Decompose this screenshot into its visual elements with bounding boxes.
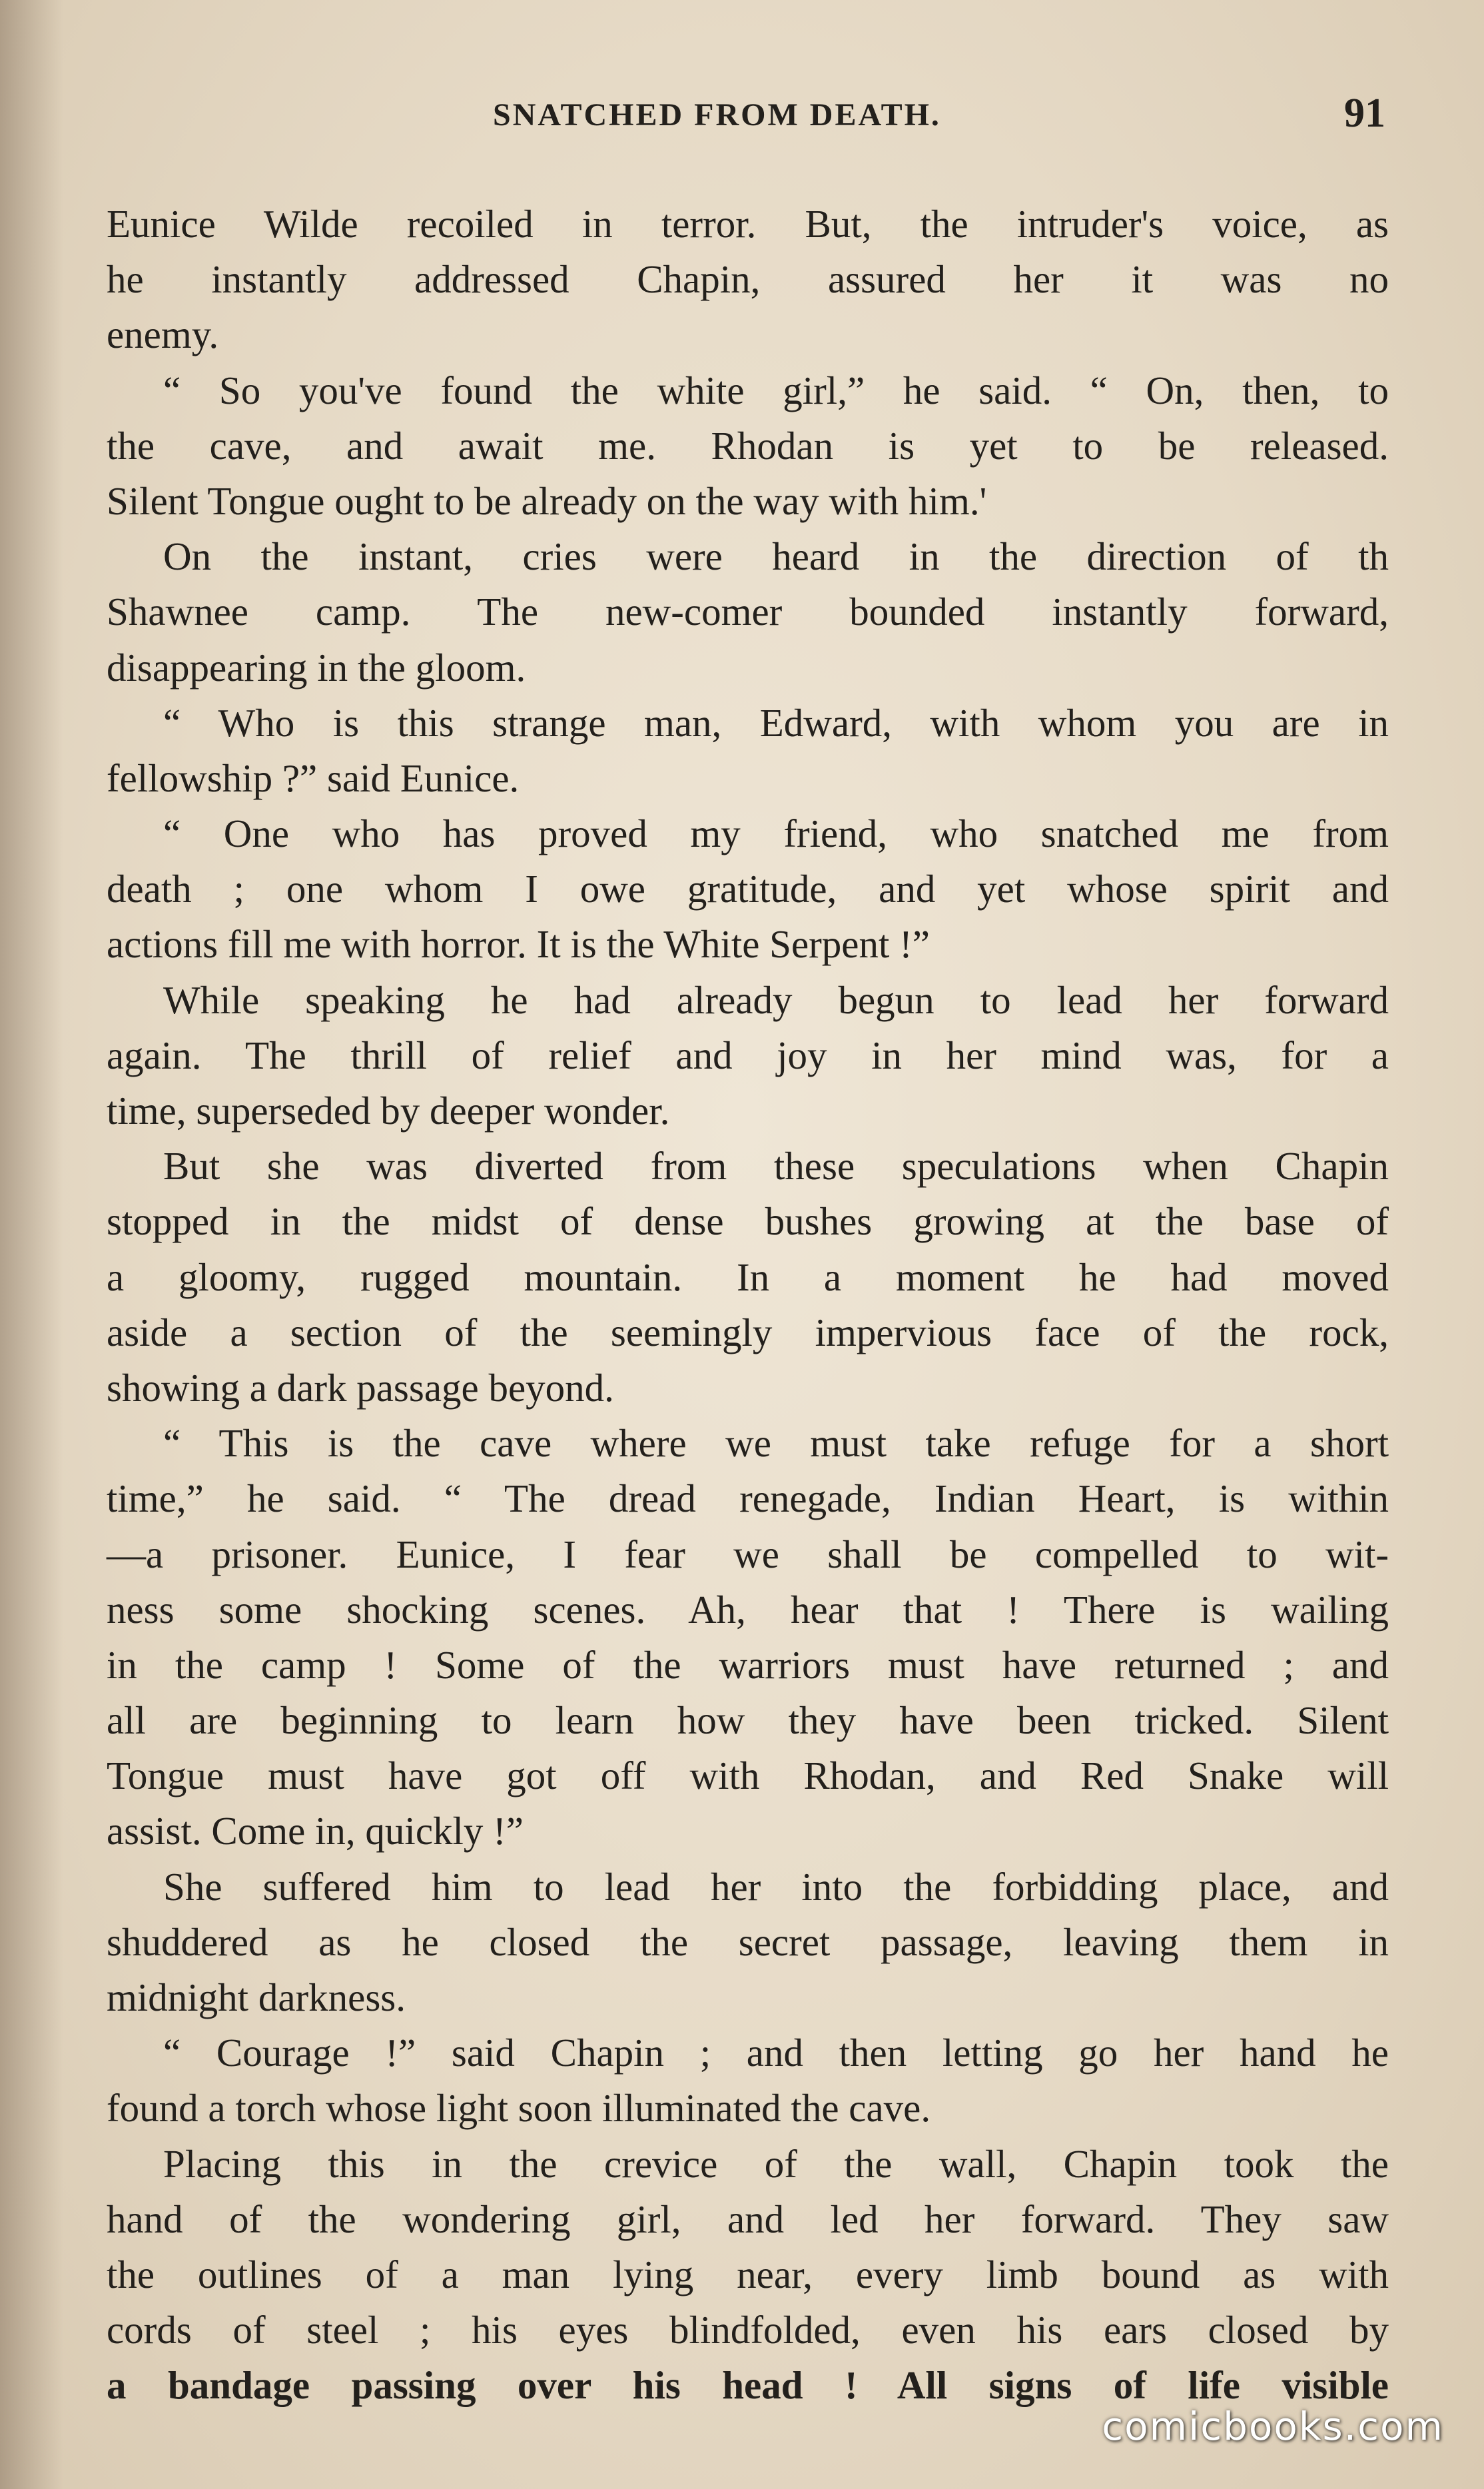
text-line: a gloomy, rugged mountain. In a moment he had moved	[107, 1254, 1389, 1299]
text-line: On the instant, cries were heard in the direction of th	[163, 534, 1389, 579]
text-line: While speaking he had already begun to lead her forward	[163, 977, 1389, 1022]
text-line: hand of the wondering girl, and led her forward. They saw	[107, 2197, 1389, 2241]
text-line: he instantly addressed Chapin, assured her it was no	[107, 257, 1389, 302]
text-line: midnight darkness.	[107, 1975, 406, 2019]
text-line: again. The thrill of relief and joy in her mind was, for a	[107, 1033, 1389, 1077]
text-line: the cave, and await me. Rhodan is yet to be released.	[107, 423, 1389, 468]
binding-shadow	[0, 0, 63, 2489]
running-header	[107, 90, 1392, 150]
text-line: Tongue must have got off with Rhodan, and Red Snake will	[107, 1753, 1389, 1798]
text-line: the outlines of a man lying near, every limb bound as with	[107, 2252, 1389, 2296]
watermark-text: comicbooks.com	[1102, 2404, 1444, 2449]
text-line: “ This is the cave where we must take refuge for a short	[163, 1421, 1389, 1466]
text-line: assist. Come in, quickly !”	[107, 1809, 524, 1853]
text-line: a bandage passing over his head ! All signs of life visible	[107, 2363, 1389, 2408]
text-line: cords of steel ; his eyes blindfolded, even his ears closed by	[107, 2308, 1389, 2352]
text-line: time,” he said. “ The dread renegade, Indian Heart, is within	[107, 1476, 1389, 1521]
text-line: Placing this in the crevice of the wall, Chapin took the	[163, 2141, 1389, 2186]
text-line: found a torch whose light soon illuminated the cave.	[107, 2086, 931, 2131]
text-line: showing a dark passage beyond.	[107, 1365, 614, 1410]
text-line: But she was diverted from these speculations when Chapin	[163, 1144, 1389, 1189]
page-number: 91	[1344, 91, 1385, 136]
text-line: Eunice Wilde recoiled in terror. But, the intruder's voice, as	[107, 202, 1389, 246]
text-line: all are beginning to learn how they have been tricked. Silent	[107, 1698, 1389, 1743]
text-line: enemy.	[107, 312, 219, 357]
text-line: aside a section of the seemingly impervious face of the rock,	[107, 1310, 1389, 1354]
text-line: death ; one whom I owe gratitude, and yet whose spirit and	[107, 867, 1389, 911]
text-line: “ So you've found the white girl,” he said. “ On, then, to	[163, 368, 1389, 412]
text-line: “ One who has proved my friend, who snatched me from	[163, 811, 1389, 856]
text-line: actions fill me with horror. It is the White Serpent !”	[107, 922, 930, 967]
text-line: She suffered him to lead her into the forbidding place, and	[163, 1864, 1389, 1909]
text-line: time, superseded by deeper wonder.	[107, 1089, 670, 1133]
text-line: ness some shocking scenes. Ah, hear that ! There is wailing	[107, 1587, 1389, 1632]
text-line: in the camp ! Some of the warriors must have returned ; and	[107, 1642, 1389, 1687]
text-line: Silent Tongue ought to be already on the way with him.'	[107, 478, 987, 523]
text-line: “ Who is this strange man, Edward, with whom you are in	[163, 700, 1389, 745]
running-title: SNATCHED FROM DEATH.	[493, 97, 941, 133]
text-line: stopped in the midst of dense bushes growing at the base of	[107, 1199, 1389, 1244]
text-line: Shawnee camp. The new-comer bounded instantly forward,	[107, 590, 1389, 634]
body-text	[107, 197, 1389, 2414]
text-line: shuddered as he closed the secret passage, leaving them in	[107, 1919, 1389, 1964]
text-line: disappearing in the gloom.	[107, 645, 526, 690]
text-line: fellowship ?” said Eunice.	[107, 755, 520, 800]
text-line: —a prisoner. Eunice, I fear we shall be compelled to wit-	[107, 1532, 1389, 1576]
text-line: “ Courage !” said Chapin ; and then letting go her hand he	[163, 2031, 1389, 2075]
